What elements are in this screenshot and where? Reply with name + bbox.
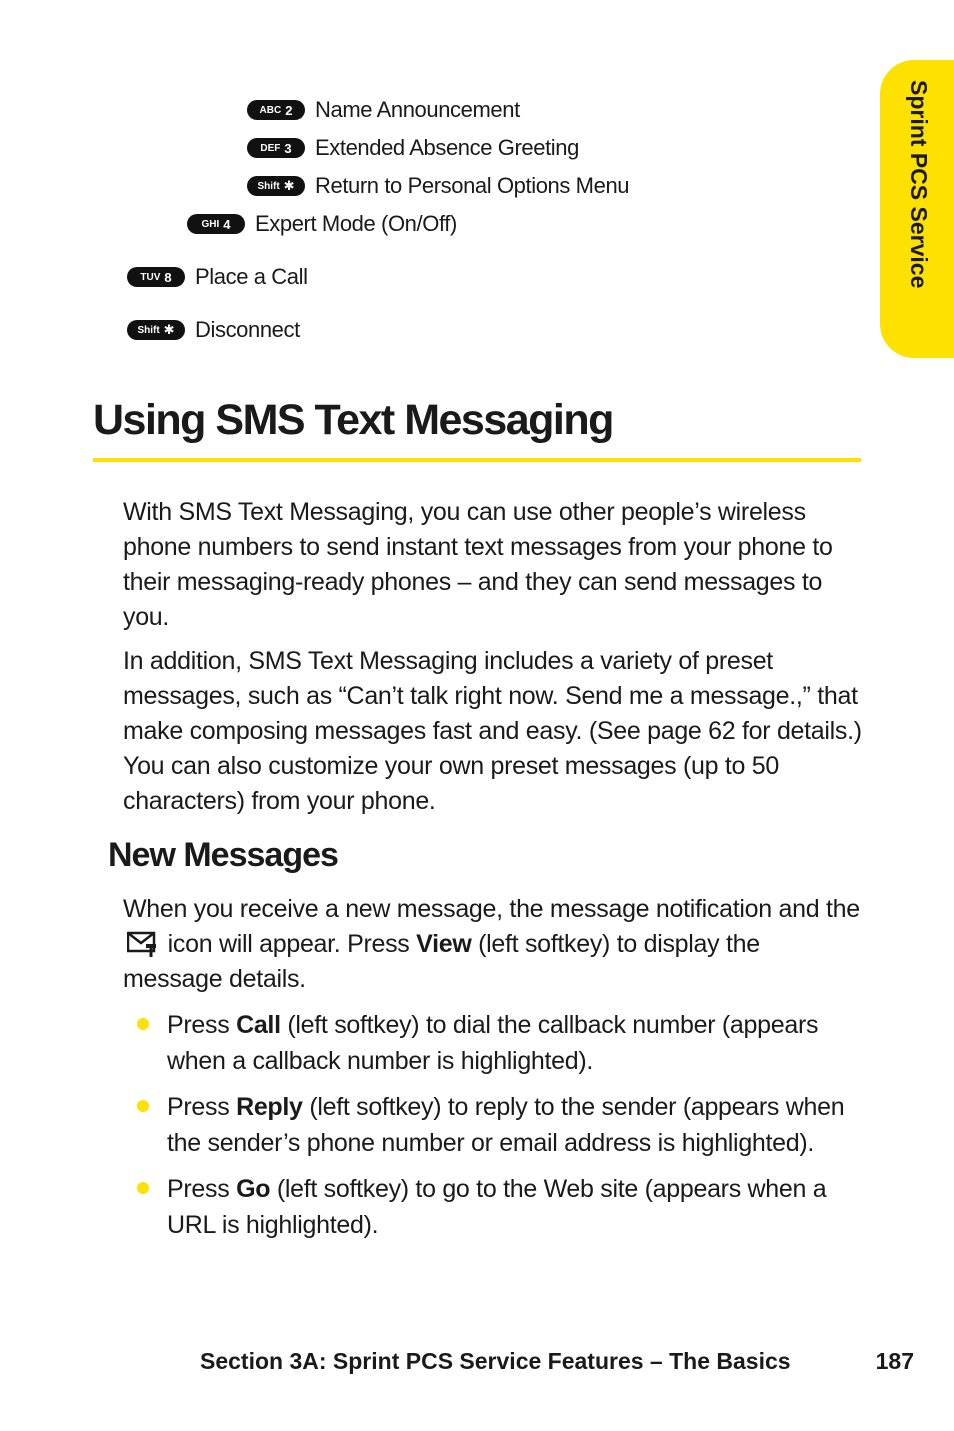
key-2-icon: ABC 2 [247,100,305,120]
bullet-icon [137,1100,149,1112]
bullet-icon [137,1182,149,1194]
page-title: Using SMS Text Messaging [93,396,613,444]
side-tab-label: Sprint PCS Service [906,80,932,289]
bullet-icon [137,1018,149,1030]
menu-item-place-call [127,262,308,292]
menu-item-label: Place a Call [195,264,308,289]
menu-item-extended-absence-greeting [247,133,579,163]
new-messages-paragraph: When you receive a new message, the message notification and the icon will appear. Press View (left softkey) to display the message details. [123,895,860,993]
menu-item-name-announcement [247,95,520,125]
list-item: Press Reply (left softkey) to reply to the sender (appears when the sender’s phone number or email address is highlighted). [123,1089,863,1161]
menu-item-disconnect [127,315,300,345]
key-shift-star-icon: Shift ✱ [127,320,185,340]
key-shift-star-icon: Shift ✱ [247,176,305,196]
section-side-tab [880,60,954,358]
list-item: Press Call (left softkey) to dial the callback number (appears when a callback number is highlighted). [123,1007,863,1079]
menu-item-return-personal-options [247,171,629,201]
view-softkey-label: View [416,930,472,958]
key-3-icon: DEF 3 [247,138,305,158]
menu-item-expert-mode [187,209,457,239]
softkey-bullet-list [123,1007,863,1253]
new-message-icon [127,930,157,958]
menu-item-label: Name Announcement [315,97,520,122]
intro-paragraph-1: With SMS Text Messaging, you can use other people’s wireless phone numbers to send instant text messages from your phone to their messaging-ready phones – and they can send messages to you. [123,498,833,631]
menu-item-label: Extended Absence Greeting [315,135,579,160]
menu-item-label: Expert Mode (On/Off) [255,211,457,236]
title-underline [93,458,861,462]
section-heading-new-messages: New Messages [108,836,338,874]
menu-item-label: Return to Personal Options Menu [315,173,630,198]
menu-item-label: Disconnect [195,317,300,342]
intro-paragraph-2: In addition, SMS Text Messaging includes a variety of preset messages, such as “Can’t talk right now. Send me a message.,” that make composing messages fast and easy. (See page 62 for details.) You can also customize your own preset messages (up to 50 characters) from your phone. [123,647,862,815]
footer-section-title: Section 3A: Sprint PCS Service Features – The Basics [200,1348,791,1374]
key-4-icon: GHI 4 [187,214,245,234]
key-8-icon: TUV 8 [127,267,185,287]
page-number: 187 [875,1348,914,1374]
page-footer [200,1348,914,1375]
list-item: Press Go (left softkey) to go to the Web site (appears when a URL is highlighted). [123,1171,863,1243]
